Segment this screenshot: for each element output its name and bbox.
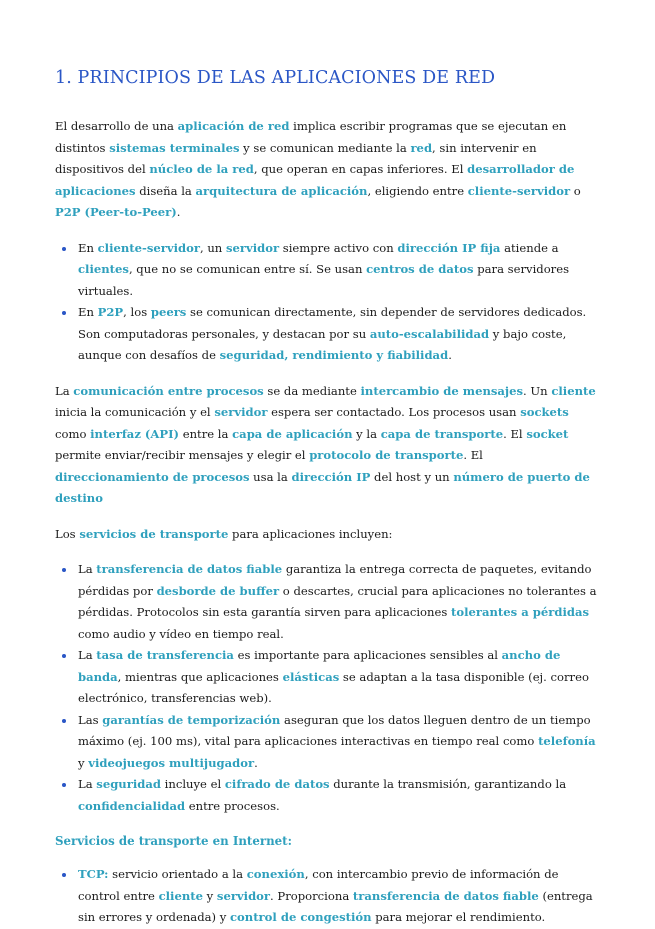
highlighted-term: número de puerto de destino	[55, 469, 590, 505]
internet-services-list	[55, 864, 600, 929]
highlighted-term: núcleo de la red	[149, 162, 254, 176]
text-run: La	[55, 383, 74, 398]
text-run: .	[176, 205, 181, 219]
text-run: La	[78, 562, 97, 576]
highlighted-term: tolerantes a pérdidas	[451, 605, 590, 619]
highlighted-term: intercambio de mensajes	[360, 383, 524, 398]
text-run: En	[78, 240, 98, 255]
text-run: y bajo coste, aunque con desafíos de	[78, 326, 567, 362]
highlighted-term: servidor	[216, 888, 271, 903]
text-run: , los	[123, 305, 151, 319]
text-run: En	[78, 305, 98, 319]
list-item	[76, 302, 600, 367]
internet-services-heading: Servicios de transporte en Internet:	[55, 834, 292, 848]
text-run: permite enviar/recibir mensajes y elegir el	[55, 448, 310, 462]
text-run: siempre activo con	[279, 240, 398, 255]
text-run: durante la transmisión, garantizando la	[329, 777, 567, 791]
highlighted-term: conexión	[246, 867, 305, 881]
highlighted-term: control de congestión	[229, 910, 372, 924]
text-run: garantiza la entrega correcta de paquetes, evitando pérdidas por	[78, 562, 592, 598]
text-run: para aplicaciones incluyen:	[228, 526, 393, 541]
text-run: , que operan en capas inferiores. El	[253, 162, 468, 176]
highlighted-term: TCP:	[78, 867, 109, 881]
highlighted-term: ancho de banda	[78, 648, 561, 684]
highlighted-term: transferencia de datos fiable	[96, 562, 283, 576]
text-run: para servidores virtuales.	[78, 262, 570, 298]
architecture-list	[55, 238, 600, 367]
highlighted-term: sistemas terminales	[109, 140, 240, 155]
highlighted-term: capa de transporte	[380, 426, 504, 441]
text-run: La	[78, 777, 97, 791]
text-run: La	[78, 648, 97, 662]
text-run: entre la	[179, 426, 233, 441]
text-run: Los	[55, 526, 80, 541]
highlighted-term: sockets	[520, 405, 569, 419]
highlighted-term: dirección IP fija	[397, 240, 501, 255]
text-run: o	[570, 183, 581, 198]
highlighted-term: videojuegos multijugador	[88, 755, 255, 770]
text-run: del host y un	[370, 469, 454, 484]
text-run: se comunican directamente, sin depender de servidores dedicados. Son computadoras personales, y destacan por su	[78, 305, 587, 341]
text-run: , un	[199, 240, 226, 255]
highlighted-term: cifrado de datos	[224, 777, 330, 791]
highlighted-term: telefonía	[538, 734, 596, 748]
highlighted-term: capa de aplicación	[232, 426, 353, 441]
highlighted-term: red	[410, 140, 433, 155]
section-title: 1. PRINCIPIOS DE LAS APLICACIONES DE RED	[55, 68, 496, 88]
text-run: y	[78, 755, 89, 770]
list-item	[76, 238, 600, 303]
highlighted-term: servidor	[214, 405, 268, 419]
list-item	[76, 774, 600, 817]
text-run: . Proporciona	[270, 888, 353, 903]
text-run: , sin intervenir en dispositivos del	[55, 140, 537, 176]
highlighted-term: P2P (Peer-to-Peer)	[55, 205, 177, 219]
highlighted-term: garantías de temporización	[102, 712, 281, 727]
transport-services-list	[55, 559, 600, 817]
highlighted-term: desarrollador de aplicaciones	[55, 162, 575, 198]
highlighted-term: seguridad	[96, 777, 161, 791]
text-run: (entrega sin errores y ordenada) y	[78, 888, 593, 924]
highlighted-term: direccionamiento de procesos	[55, 469, 250, 484]
text-run: aseguran que los datos lleguen dentro de un tiempo máximo (ej. 100 ms), vital para aplicaciones interactivas en tiempo real como	[78, 712, 591, 748]
text-run: se da mediante	[263, 383, 361, 398]
text-run: servicio orientado a la	[108, 867, 247, 881]
list-item	[76, 645, 600, 710]
text-run: , mientras que aplicaciones	[117, 669, 283, 684]
list-item	[76, 559, 600, 645]
transport-services-intro	[55, 524, 600, 546]
highlighted-term: cliente-servidor	[467, 183, 571, 198]
highlighted-term: confidencialidad	[78, 798, 186, 813]
highlighted-term: tasa de transferencia	[96, 648, 234, 662]
text-run: para mejorar el rendimiento.	[371, 910, 546, 924]
highlighted-term: arquitectura de aplicación	[195, 183, 368, 198]
highlighted-term: centros de datos	[366, 262, 474, 276]
highlighted-term: cliente-servidor	[97, 240, 200, 255]
text-run: y la	[352, 426, 381, 441]
text-run: .	[448, 348, 452, 362]
text-run: como	[55, 426, 91, 441]
highlighted-term: dirección IP	[291, 469, 371, 484]
highlighted-term: cliente	[158, 888, 203, 903]
text-run: incluye el	[160, 777, 225, 791]
highlighted-term: desborde de buffer	[156, 583, 280, 598]
text-run: , eligiendo entre	[367, 183, 468, 198]
process-communication-paragraph	[55, 381, 600, 510]
text-run: Las	[78, 712, 103, 727]
text-run: como audio y vídeo en tiempo real.	[78, 626, 284, 641]
text-run: . Un	[523, 383, 552, 398]
list-item	[76, 864, 600, 929]
highlighted-term: servicios de transporte	[79, 526, 229, 541]
text-run: o descartes, crucial para aplicaciones no tolerantes a pérdidas. Protocolos sin esta garantía sirven para aplicaciones	[78, 583, 597, 619]
highlighted-term: interfaz (API)	[90, 426, 180, 441]
intro-paragraph	[55, 116, 600, 224]
text-run: . El	[503, 426, 527, 441]
text-run: , con intercambio previo de información de control entre	[78, 867, 559, 903]
text-run: , que no se comunican entre sí. Se usan	[128, 262, 367, 276]
text-run: usa la	[249, 469, 292, 484]
text-run: atiende a	[500, 240, 559, 255]
text-run: inicia la comunicación y el	[55, 405, 215, 419]
highlighted-term: elásticas	[282, 669, 340, 684]
highlighted-term: clientes	[78, 262, 129, 276]
highlighted-term: peers	[150, 305, 187, 319]
list-item	[76, 710, 600, 775]
text-run: .	[254, 755, 258, 770]
highlighted-term: servidor	[225, 240, 280, 255]
highlighted-term: transferencia de datos fiable	[352, 888, 539, 903]
text-run: espera ser contactado. Los procesos usan	[267, 405, 521, 419]
text-run: se adaptan a la tasa disponible (ej. correo electrónico, transferencias web).	[78, 669, 589, 705]
highlighted-term: cliente	[551, 383, 596, 398]
text-run: implica escribir programas que se ejecutan en distintos	[55, 119, 567, 155]
text-run: es importante para aplicaciones sensibles al	[233, 648, 502, 662]
highlighted-term: P2P	[97, 305, 124, 319]
highlighted-term: seguridad, rendimiento y fiabilidad	[219, 348, 449, 362]
highlighted-term: auto-escalabilidad	[369, 326, 490, 341]
text-run: y se comunican mediante la	[239, 140, 411, 155]
text-run: diseña la	[135, 183, 196, 198]
text-run: entre procesos.	[185, 798, 280, 813]
highlighted-term: protocolo de transporte	[309, 448, 464, 462]
highlighted-term: aplicación de red	[177, 119, 290, 133]
highlighted-term: socket	[526, 426, 569, 441]
text-run: El desarrollo de una	[55, 119, 178, 133]
text-run: y	[203, 888, 217, 903]
text-run: . El	[463, 448, 483, 462]
highlighted-term: comunicación entre procesos	[73, 383, 264, 398]
